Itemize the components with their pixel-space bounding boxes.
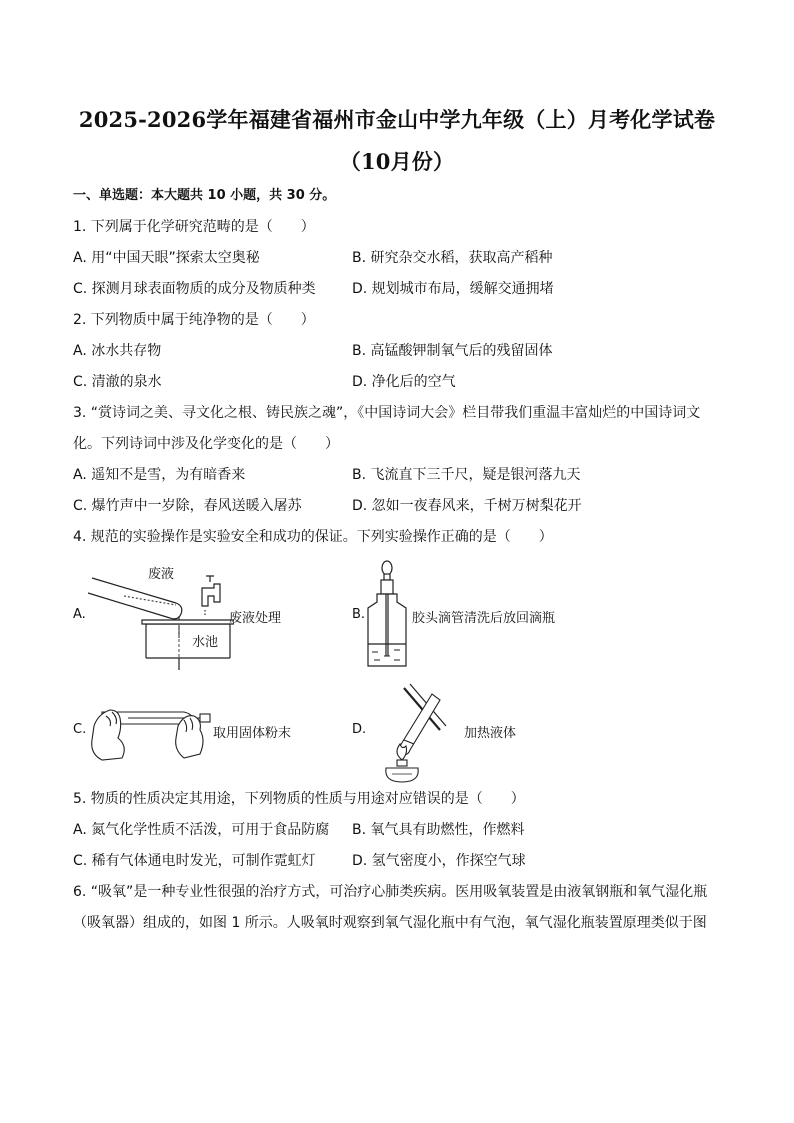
figure-b-caption: 胶头滴管清洗后放回滴瓶 — [412, 611, 556, 626]
question-3-option-c: C. 爆竹声中一岁除，春风送暖入屠苏 — [73, 498, 302, 514]
question-5-option-c: C. 稀有气体通电时发光，可制作霓虹灯 — [73, 853, 316, 869]
figure-d-letter: D. — [352, 722, 367, 737]
question-5-stem: 5. 物质的性质决定其用途，下列物质的性质与用途对应错误的是（ ） — [73, 791, 525, 807]
section-heading: 一、单选题：本大题共 10 小题，共 30 分。 — [73, 188, 336, 203]
dropper-bottle-figure — [364, 556, 410, 672]
exam-subtitle: （10月份） — [339, 149, 455, 174]
figure-a-waste-label: 废液 — [148, 567, 175, 582]
question-5-option-d: D. 氢气密度小，作探空气球 — [352, 853, 526, 869]
question-3-stem-line2: 化。下列诗词中涉及化学变化的是（ ） — [73, 436, 339, 452]
heating-liquid-figure — [364, 680, 460, 784]
question-3-stem-line1: 3. “赏诗词之美、寻文化之根、铸民族之魂”，《中国诗词大会》栏目带我们重温丰富灿烂的中国诗词文 — [73, 405, 701, 421]
question-2-stem: 2. 下列物质中属于纯净物的是（ ） — [73, 312, 315, 328]
question-3-option-b: B. 飞流直下三千尺，疑是银河落九天 — [352, 467, 581, 483]
figure-a-caption: 废液处理 — [229, 611, 282, 626]
question-2-option-b: B. 高锰酸钾制氧气后的残留固体 — [352, 343, 553, 359]
figure-a-pool-label: 水池 — [192, 635, 219, 650]
question-6-stem-line1: 6. “吸氧”是一种专业性很强的治疗方式，可治疗心肺类疾病。医用吸氧装置是由液氧钢瓶和氧气湿化瓶 — [73, 884, 708, 900]
question-1-stem: 1. 下列属于化学研究范畴的是（ ） — [73, 219, 315, 235]
figure-d-caption: 加热液体 — [464, 726, 517, 741]
figure-c-caption: 取用固体粉末 — [213, 726, 292, 741]
question-2-option-c: C. 清澈的泉水 — [73, 374, 162, 390]
question-2-option-a: A. 冰水共存物 — [73, 343, 162, 359]
question-1-option-d: D. 规划城市布局，缓解交通拥堵 — [352, 281, 554, 297]
question-1-option-a: A. 用“中国天眼”探索太空奥秘 — [73, 250, 260, 266]
question-5-option-a: A. 氮气化学性质不活泼，可用于食品防腐 — [73, 822, 330, 838]
figure-c-letter: C. — [73, 722, 87, 737]
powder-transfer-figure — [88, 696, 214, 766]
exam-title: 2025-2026学年福建省福州市金山中学九年级（上）月考化学试卷 — [78, 107, 716, 132]
figure-b-letter: B. — [352, 607, 366, 622]
question-1-option-b: B. 研究杂交水稻，获取高产稻种 — [352, 250, 553, 266]
question-2-option-d: D. 净化后的空气 — [352, 374, 456, 390]
question-3-option-d: D. 忽如一夜春风来，千树万树梨花开 — [352, 498, 582, 514]
question-1-option-c: C. 探测月球表面物质的成分及物质种类 — [73, 281, 316, 297]
question-5-option-b: B. 氧气具有助燃性，作燃料 — [352, 822, 525, 838]
question-6-stem-line2: （吸氧器）组成的，如图 1 所示。人吸氧时观察到氧气湿化瓶中有气泡，氧气湿化瓶装置原理类似于图 — [73, 915, 707, 931]
question-4-stem: 4. 规范的实验操作是实验安全和成功的保证。下列实验操作正确的是（ ） — [73, 529, 553, 545]
figure-a-letter: A. — [73, 607, 86, 622]
question-3-option-a: A. 遥知不是雪，为有暗香来 — [73, 467, 246, 483]
